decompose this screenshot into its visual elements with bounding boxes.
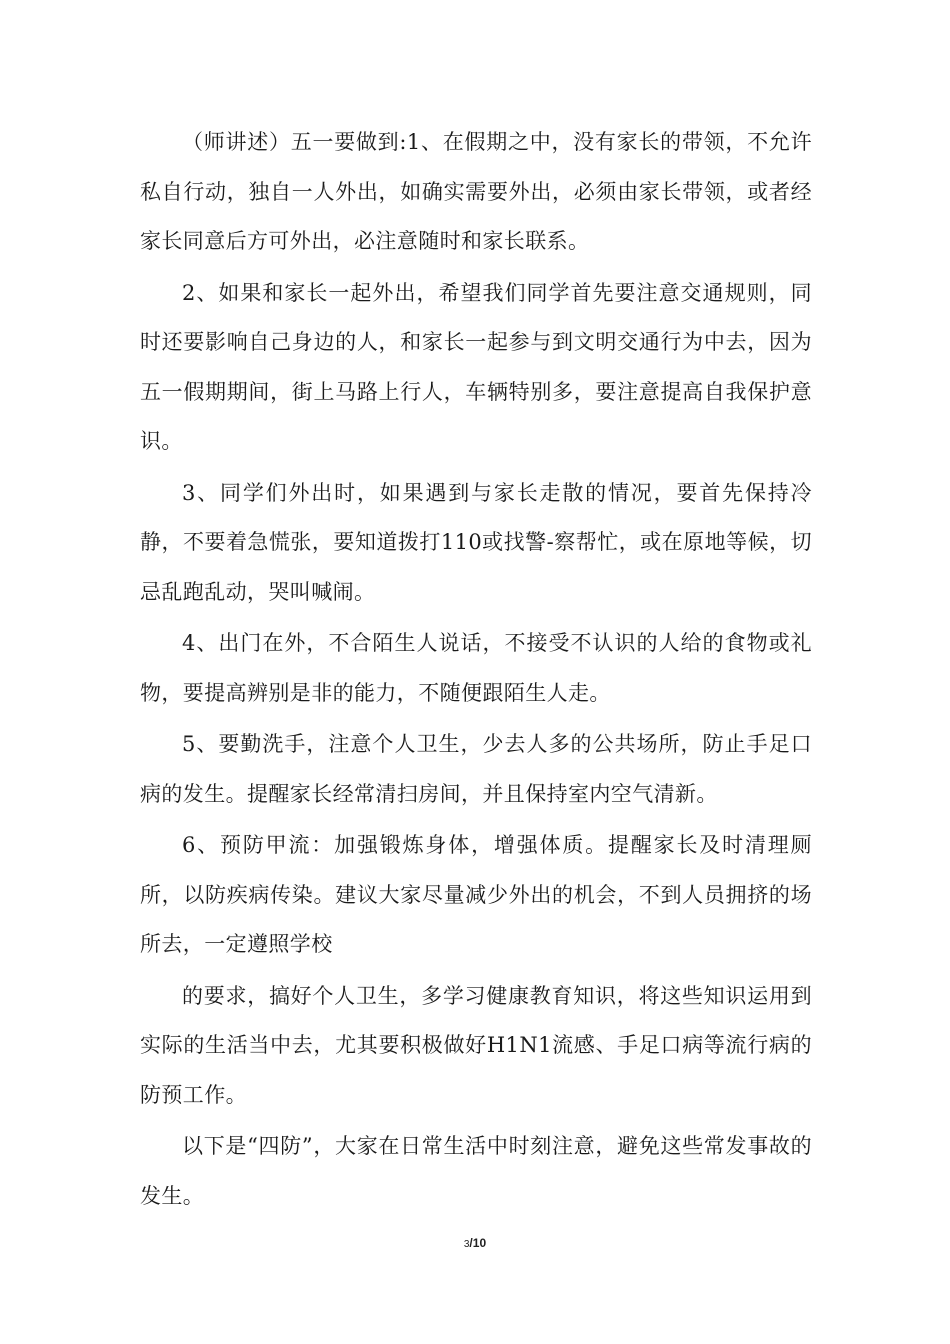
paragraph-2: 2、如果和家长一起外出，希望我们同学首先要注意交通规则，同时还要影响自己身边的人，和家长一起参与到文明交通行为中去，因为五一假期期间，街上马路上行人，车辆特别多，要注意提高自我保护意识。 (140, 280, 812, 453)
paragraph-5: 5、要勤洗手，注意个人卫生，少去人多的公共场所，防止手足口病的发生。提醒家长经常清扫房间，并且保持室内空气清新。 (140, 732, 812, 806)
document-body (140, 118, 812, 1223)
page-number-current: 3 (463, 1239, 470, 1250)
page-number-separator: / (469, 1236, 473, 1250)
paragraph-8: 以下是“四防”，大家在日常生活中时刻注意，避免这些常发事故的发生。 (140, 1134, 812, 1208)
paragraph-1: （师讲述）五一要做到:1、在假期之中，没有家长的带领，不允许私自行动，独自一人外出，如确实需要外出，必须由家长带领，或者经家长同意后方可外出，必注意随时和家长联系。 (140, 130, 812, 253)
paragraph-7: 的要求，搞好个人卫生，多学习健康教育知识，将这些知识运用到实际的生活当中去，尤其要积极做好H1N1流感、手足口病等流行病的防预工作。 (140, 983, 812, 1107)
paragraph-4: 4、出门在外，不合陌生人说话，不接受不认识的人给的食物或礼物，要提高辨别是非的能力，不随便跟陌生人走。 (140, 631, 812, 705)
paragraph-6: 6、预防甲流：加强锻炼身体，增强体质。提醒家长及时清理厕所，以防疾病传染。建议大家尽量减少外出的机会，不到人员拥挤的场所去，一定遵照学校 (140, 833, 812, 956)
page-number (0, 1236, 950, 1250)
paragraph-3: 3、同学们外出时，如果遇到与家长走散的情况，要首先保持冷静，不要着急慌张，要知道拨打110或找警-察帮忙，或在原地等候，切忌乱跑乱动，哭叫喊闹。 (140, 480, 812, 604)
page-number-total: 10 (472, 1236, 487, 1250)
